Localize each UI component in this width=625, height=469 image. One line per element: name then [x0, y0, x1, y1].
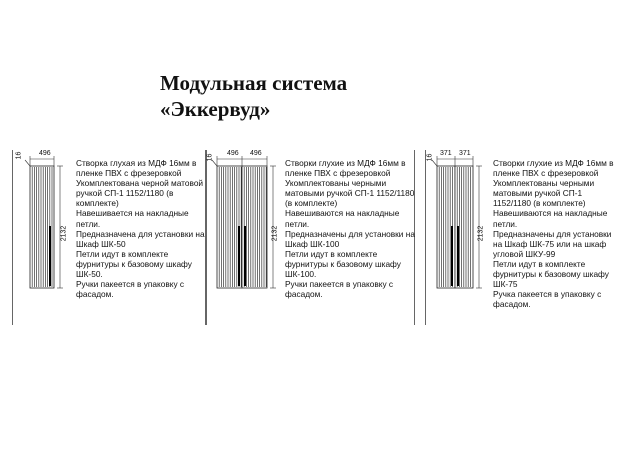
desc-line: Предназначены для установки на Шкаф ШК-75 или на шкаф угловой ШКУ-99	[493, 228, 612, 259]
desc-line: Ручки пакеется в упаковку с фасадом.	[285, 279, 394, 300]
handle-left	[238, 226, 240, 286]
desc-line: Петли идут в комплекте фурнитуры к базовому шкафу ШК-75	[493, 258, 609, 290]
desc-line: Предназначены для установки на Шкаф ШК-100	[285, 228, 415, 249]
height-dimension: 2132	[60, 225, 68, 242]
module-description	[285, 158, 415, 299]
height-dimension: 2132	[271, 225, 279, 242]
handle-left	[451, 226, 453, 286]
desc-line: Ручка пакеется в упаковку с фасадом.	[493, 289, 602, 310]
depth-dimension: 16	[206, 153, 214, 162]
handle	[49, 226, 51, 286]
desc-line: Петли идут в комплекте фурнитуры к базовому шкафу ШК-100.	[285, 248, 401, 280]
module-description	[76, 158, 206, 299]
desc-line: Укомплектована черной матовой ручкой СП-1 1152/1180 (в комплекте)	[76, 178, 204, 209]
desc-line: Створки глухие из МДФ 16мм в пленке ПВХ с фрезеровкой	[493, 158, 614, 179]
desc-line: Укомплектованы черными матовыми ручкой СП-1 1152/1180 (в комплекте)	[493, 178, 595, 209]
width-dimension: 496	[39, 150, 51, 157]
handle-right	[457, 226, 459, 286]
module-shk-100	[205, 150, 415, 325]
width-dimension-left: 496	[227, 150, 239, 157]
desc-line: Навешивается на накладные петли.	[76, 208, 189, 229]
page-title	[160, 70, 347, 122]
desc-line: Навешиваются на накладные петли.	[493, 208, 608, 229]
depth-dimension: 16	[426, 153, 434, 162]
module-shk-75	[425, 150, 620, 325]
module-shk-50	[12, 150, 207, 325]
title-line-1: Модульная система	[160, 71, 348, 95]
title-line-2: «Эккервуд»	[160, 97, 271, 121]
desc-line: Навешиваются на накладные петли.	[285, 208, 400, 229]
handle-right	[244, 226, 246, 286]
module-description	[493, 158, 617, 309]
desc-line: Укомплектованы черными матовыми ручкой СП-1 1152/1180 (в комплекте)	[285, 178, 415, 209]
width-dimension-left: 371	[440, 150, 452, 157]
desc-line: Створка глухая из МДФ 16мм в пленке ПВХ с фрезеровкой	[76, 158, 197, 179]
depth-dimension: 16	[15, 151, 23, 160]
depth-line	[25, 160, 30, 166]
width-dimension-right: 496	[250, 150, 262, 157]
desc-line: Створки глухие из МДФ 16мм в пленке ПВХ с фрезеровкой	[285, 158, 406, 179]
height-dimension: 2132	[477, 225, 485, 242]
desc-line: Ручки пакеется в упаковку с фасадом.	[76, 279, 185, 300]
width-dimension-right: 371	[459, 150, 471, 157]
desc-line: Предназначена для установки на Шкаф ШК-50	[76, 228, 205, 249]
desc-line: Петли идут в комплекте фурнитуры к базовому шкафу ШК-50.	[76, 248, 192, 280]
